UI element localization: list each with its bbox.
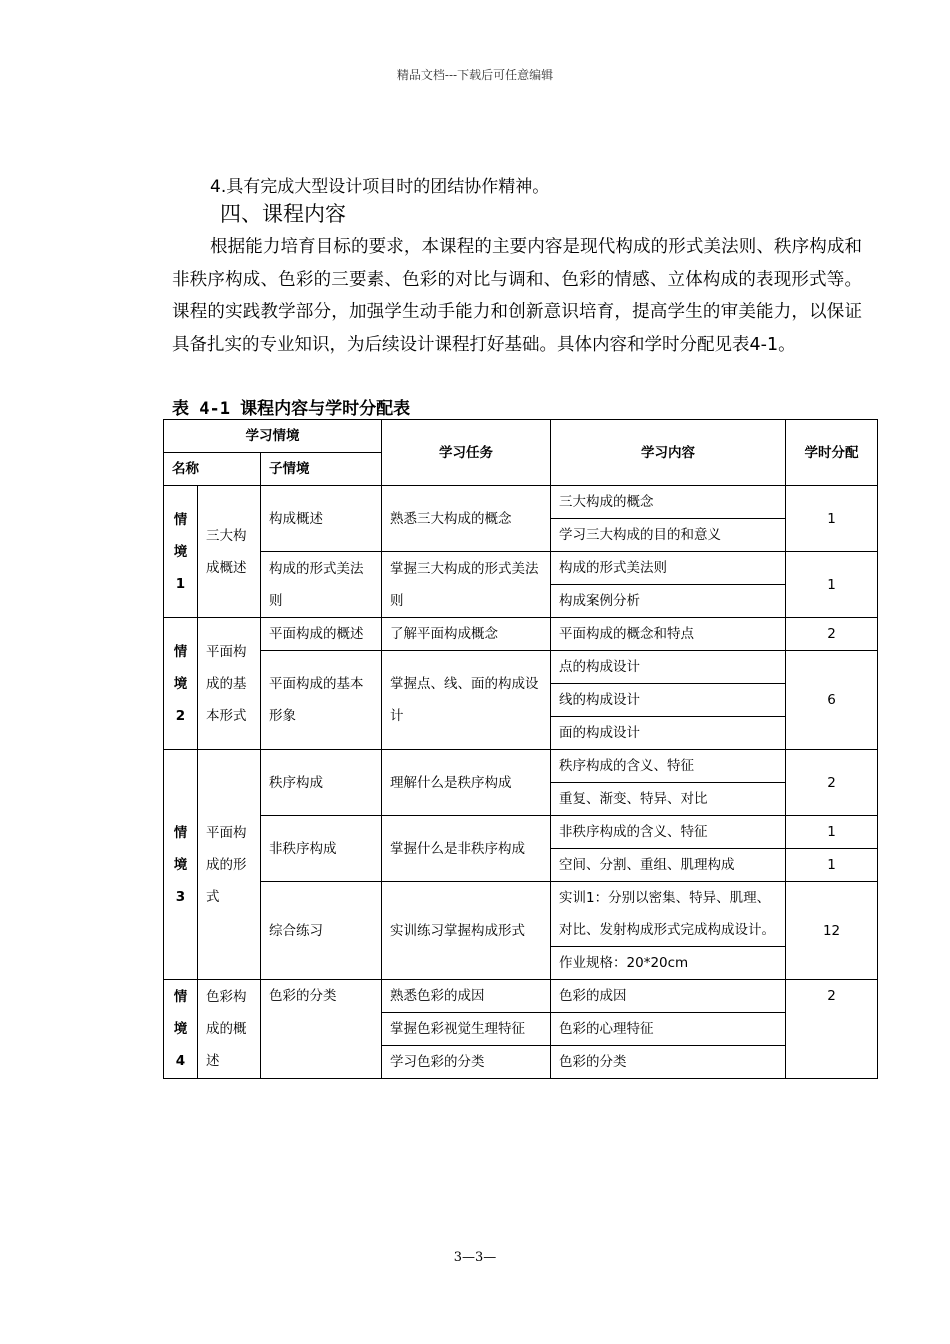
task: 熟悉三大构成的概念 (382, 486, 551, 552)
sub-situation: 综合练习 (261, 882, 382, 980)
table-row (164, 552, 878, 585)
section-title: 四、课程内容 (220, 202, 346, 226)
content: 秩序构成的含义、特征 (551, 750, 786, 783)
content: 平面构成的概念和特点 (551, 618, 786, 651)
content: 非秩序构成的含义、特征 (551, 816, 786, 849)
hours: 2 (786, 750, 878, 816)
table-row (164, 618, 878, 651)
sub-situation: 构成概述 (261, 486, 382, 552)
content: 三大构成的概念 (551, 486, 786, 519)
content: 空间、分割、重组、肌理构成 (551, 849, 786, 882)
header-name: 名称 (164, 453, 261, 486)
page-header: 精品文档---下载后可任意编辑 (396, 68, 554, 82)
content: 色彩的分类 (551, 1046, 786, 1079)
sub-situation: 色彩的分类 (261, 980, 382, 1079)
hours: 2 (786, 980, 878, 1079)
content: 学习三大构成的目的和意义 (551, 519, 786, 552)
situation-name: 色彩构成的概述 (198, 980, 261, 1079)
page-footer: 3—3— (453, 1250, 497, 1265)
sub-situation: 非秩序构成 (261, 816, 382, 882)
header-content: 学习内容 (551, 420, 786, 486)
content: 点的构成设计 (551, 651, 786, 684)
situation-number: 情境2 (164, 618, 198, 750)
header-hours: 学时分配 (786, 420, 878, 486)
body-paragraph: 根据能力培育目标的要求，本课程的主要内容是现代构成的形式美法则、秩序构成和非秩序构成、色彩的三要素、色彩的对比与调和、色彩的情感、立体构成的表现形式等。课程的实践教学部分，加强学生动手能力和创新意识培育，提高学生的审美能力，以保证具备扎实的专业知识，为后续设计课程打好基础。具体内容和学时分配见表4-1。 (172, 237, 862, 355)
task: 熟悉色彩的成因 (382, 980, 551, 1013)
task: 实训练习掌握构成形式 (382, 882, 551, 980)
hours: 1 (786, 849, 878, 882)
content: 色彩的心理特征 (551, 1013, 786, 1046)
header-task: 学习任务 (382, 420, 551, 486)
sub-situation: 秩序构成 (261, 750, 382, 816)
sub-situation: 构成的形式美法则 (261, 552, 382, 618)
hours: 6 (786, 651, 878, 750)
table-header-row (164, 420, 878, 453)
content: 色彩的成因 (551, 980, 786, 1013)
hours: 2 (786, 618, 878, 651)
header-situation: 学习情境 (164, 420, 382, 453)
objective-item-4: 4.具有完成大型设计项目时的团结协作精神。 (210, 177, 550, 197)
course-table (163, 419, 878, 1079)
task: 掌握什么是非秩序构成 (382, 816, 551, 882)
situation-number: 情境4 (164, 980, 198, 1079)
situation-number: 情境1 (164, 486, 198, 618)
task: 学习色彩的分类 (382, 1046, 551, 1079)
situation-name: 三大构成概述 (198, 486, 261, 618)
content: 作业规格：20*20cm (551, 947, 786, 980)
header-sub: 子情境 (261, 453, 382, 486)
table-row (164, 882, 878, 947)
table-row (164, 816, 878, 849)
sub-situation: 平面构成的基本形象 (261, 651, 382, 750)
content: 重复、渐变、特异、对比 (551, 783, 786, 816)
task: 掌握色彩视觉生理特征 (382, 1013, 551, 1046)
hours: 1 (786, 552, 878, 618)
content: 构成的形式美法则 (551, 552, 786, 585)
hours: 1 (786, 816, 878, 849)
situation-number: 情境3 (164, 750, 198, 980)
content: 面的构成设计 (551, 717, 786, 750)
table-row (164, 651, 878, 684)
table-row (164, 750, 878, 783)
hours: 1 (786, 486, 878, 552)
situation-name: 平面构成的基本形式 (198, 618, 261, 750)
content: 构成案例分析 (551, 585, 786, 618)
table-row (164, 980, 878, 1013)
hours: 12 (786, 882, 878, 980)
table-row (164, 486, 878, 519)
sub-situation: 平面构成的概述 (261, 618, 382, 651)
task: 理解什么是秩序构成 (382, 750, 551, 816)
content: 实训1：分别以密集、特异、肌理、对比、发射构成形式完成构成设计。 (551, 882, 786, 947)
task: 掌握三大构成的形式美法则 (382, 552, 551, 618)
situation-name: 平面构成的形式 (198, 750, 261, 980)
table-caption: 表 4-1 课程内容与学时分配表 (172, 399, 411, 419)
content: 线的构成设计 (551, 684, 786, 717)
task: 了解平面构成概念 (382, 618, 551, 651)
task: 掌握点、线、面的构成设计 (382, 651, 551, 750)
